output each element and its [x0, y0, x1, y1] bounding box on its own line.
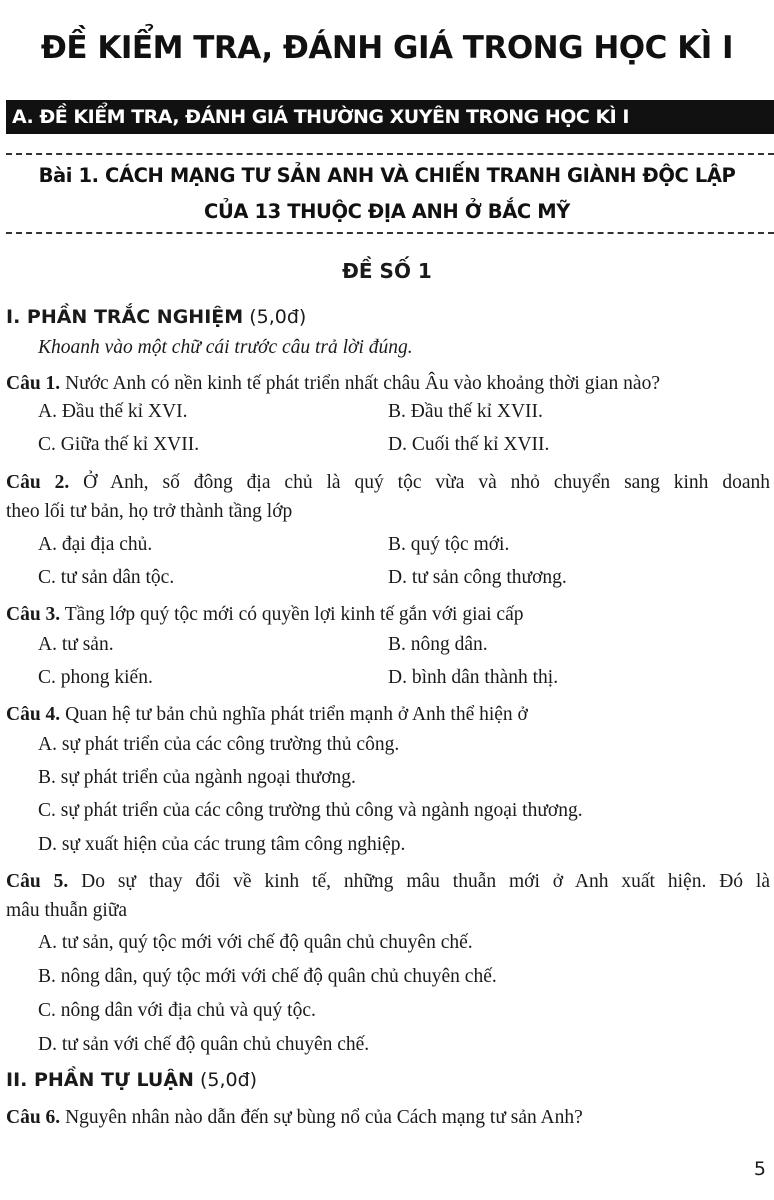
option-2a[interactable]: A. đại địa chủ. — [38, 534, 153, 555]
option-3c[interactable]: C. phong kiến. — [38, 667, 153, 688]
option-1a[interactable]: A. Đầu thế kỉ XVI. — [38, 401, 188, 422]
question-text: Do sự thay đổi về kinh tế, những mâu thuẫn mới ở Anh xuất hiện. Đó là — [81, 871, 771, 892]
question-text: Nguyên nhân nào dẫn đến sự bùng nổ của Cách mạng tư sản Anh? — [65, 1107, 583, 1128]
question-text-line2: theo lối tư bản, họ trở thành tầng lớp — [6, 501, 293, 522]
option-3a[interactable]: A. tư sản. — [38, 634, 114, 655]
question-number: Câu 3. — [6, 604, 61, 625]
question-text: Quan hệ tư bản chủ nghĩa phát triển mạnh ở Anh thể hiện ở — [65, 704, 528, 725]
section-heading-band: A. ĐỀ KIỂM TRA, ĐÁNH GIÁ THƯỜNG XUYÊN TRONG HỌC KÌ I — [6, 100, 774, 134]
option-1c[interactable]: C. Giữa thế kỉ XVII. — [38, 434, 200, 455]
question-text: Nước Anh có nền kinh tế phát triển nhất châu Âu vào khoảng thời gian nào? — [65, 373, 660, 394]
lesson-title-line2: CỦA 13 THUỘC ĐỊA ANH Ở BẮC MỸ — [204, 200, 570, 223]
exam-number: ĐỀ SỐ 1 — [342, 259, 432, 283]
question-number: Câu 5. — [6, 871, 69, 892]
option-3b[interactable]: B. nông dân. — [388, 634, 488, 655]
page-number: 5 — [753, 1158, 766, 1180]
option-4d[interactable]: D. sự xuất hiện của các trung tâm công nghiệp. — [38, 834, 406, 855]
option-2d[interactable]: D. tư sản công thương. — [388, 567, 567, 588]
question-number: Câu 2. — [6, 472, 70, 493]
option-5a[interactable]: A. tư sản, quý tộc mới với chế độ quân chủ chuyên chế. — [38, 932, 473, 953]
option-5c[interactable]: C. nông dân với địa chủ và quý tộc. — [38, 1000, 316, 1021]
part1-title: I. PHẦN TRẮC NGHIỆM — [6, 306, 244, 328]
part1-instruction: Khoanh vào một chữ cái trước câu trả lời đúng. — [38, 337, 413, 358]
question-3 — [6, 600, 770, 629]
option-2b[interactable]: B. quý tộc mới. — [388, 534, 510, 555]
page-title: ĐỀ KIỂM TRA, ĐÁNH GIÁ TRONG HỌC KÌ I — [40, 30, 734, 66]
part2-title: II. PHẦN TỰ LUẬN — [6, 1069, 194, 1091]
option-4b[interactable]: B. sự phát triển của ngành ngoại thương. — [38, 767, 356, 788]
question-text-line2: mâu thuẫn giữa — [6, 900, 128, 921]
option-3d[interactable]: D. bình dân thành thị. — [388, 667, 559, 688]
question-text: Ở Anh, số đông địa chủ là quý tộc vừa và nhỏ chuyển sang kinh doanh — [83, 472, 770, 493]
part2-score: (5,0đ) — [199, 1069, 258, 1091]
question-4 — [6, 700, 770, 729]
option-5d[interactable]: D. tư sản với chế độ quân chủ chuyên chế. — [38, 1034, 370, 1055]
question-number: Câu 6. — [6, 1107, 61, 1128]
question-text-line1 — [6, 867, 770, 896]
question-2 — [6, 468, 770, 526]
question-1 — [6, 369, 770, 398]
part1-heading — [6, 306, 306, 328]
part1-score: (5,0đ) — [249, 306, 307, 328]
divider-top — [6, 153, 774, 155]
option-2c[interactable]: C. tư sản dân tộc. — [38, 567, 175, 588]
question-text-line1 — [6, 468, 770, 497]
option-1b[interactable]: B. Đầu thế kỉ XVII. — [388, 401, 543, 422]
option-4c[interactable]: C. sự phát triển của các công trường thủ công và ngành ngoại thương. — [38, 800, 583, 821]
part2-heading — [6, 1069, 257, 1091]
lesson-title-line1: Bài 1. CÁCH MẠNG TƯ SẢN ANH VÀ CHIẾN TRANH GIÀNH ĐỘC LẬP — [38, 164, 736, 187]
question-6 — [6, 1103, 770, 1132]
divider-bottom — [6, 232, 774, 234]
option-1d[interactable]: D. Cuối thế kỉ XVII. — [388, 434, 550, 455]
question-number: Câu 1. — [6, 373, 61, 394]
option-4a[interactable]: A. sự phát triển của các công trường thủ công. — [38, 734, 400, 755]
question-text: Tầng lớp quý tộc mới có quyền lợi kinh tế gắn với giai cấp — [64, 604, 524, 625]
option-5b[interactable]: B. nông dân, quý tộc mới với chế độ quân chủ chuyên chế. — [38, 966, 497, 987]
question-number: Câu 4. — [6, 704, 61, 725]
question-5 — [6, 867, 770, 925]
